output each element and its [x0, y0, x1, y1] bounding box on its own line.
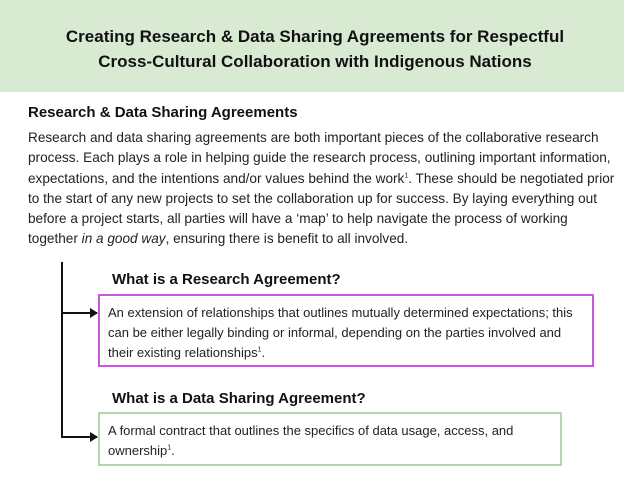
intro-paragraph [28, 128, 618, 250]
data-sharing-agreement-heading: What is a Data Sharing Agreement? [112, 390, 366, 407]
data-sharing-agreement-definition-box [98, 412, 562, 466]
page-title-line-1: Creating Research & Data Sharing Agreements for Respectful [65, 27, 565, 46]
definition-end: . [171, 443, 175, 458]
research-agreement-definition-box [98, 294, 594, 367]
arrow-right-icon [61, 436, 97, 438]
research-agreement-definition: An extension of relationships that outlines mutually determined expectations; this can be either legally binding or informal, depending on the parties involved and their existing relationships [108, 305, 573, 360]
connector-line [61, 262, 63, 438]
footnote-marker: 1 [257, 346, 262, 354]
intro-text-1: Research and data sharing agreements are both important pieces of the collaborative research process. Each plays a role in helping guide the research process, outlining important information, expectations, and the intentions and/or values behind the work [28, 130, 611, 186]
data-sharing-agreement-definition: A formal contract that outlines the specifics of data usage, access, and ownership [108, 423, 514, 458]
intro-text-3: , ensuring there is benefit to all involved. [165, 231, 409, 247]
intro-emphasis: in a good way [81, 231, 166, 247]
arrow-right-icon [61, 312, 97, 314]
definition-end: . [261, 345, 266, 360]
page-title-line-2: Cross-Cultural Collaboration with Indigenous Nations [98, 52, 532, 71]
research-agreement-heading: What is a Research Agreement? [112, 271, 341, 288]
section-heading: Research & Data Sharing Agreements [28, 104, 298, 121]
footnote-marker: 1 [404, 172, 409, 180]
intro-text-2: . These should be negotiated prior to the start of any new projects to set the collaboration up for success. By laying everything out before a project starts, all parties will have a ‘map’ to help navigate the process of working together [28, 170, 615, 247]
page-title [20, 24, 610, 74]
footnote-marker: 1 [167, 444, 172, 452]
